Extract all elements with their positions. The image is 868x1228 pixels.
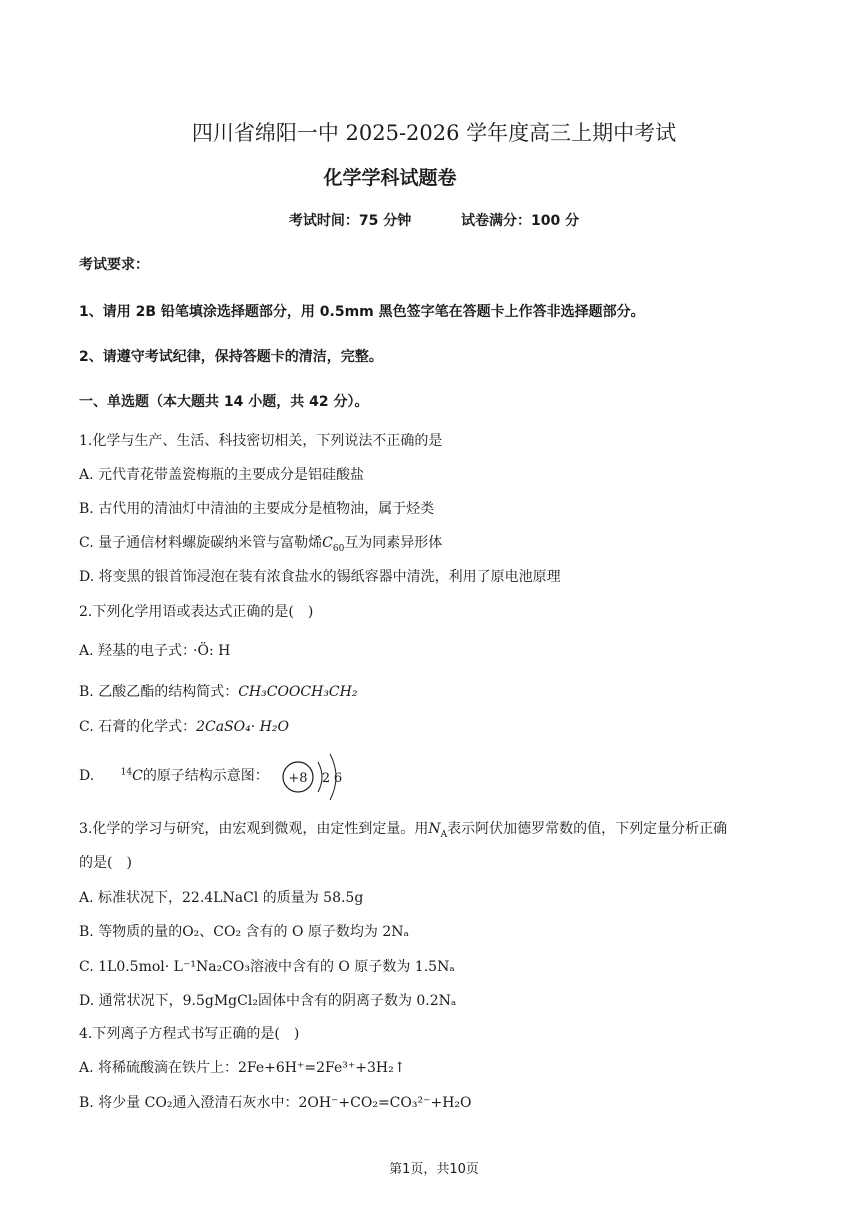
q2-c-label: C. 石膏的化学式： <box>79 719 197 735</box>
q4-option-b: B. 将少量 CO₂通入澄清石灰水中：2OH⁻+CO₂=CO₃²⁻+H₂O <box>79 1095 472 1111</box>
q2-stem: 2.下列化学用语或表达式正确的是( ) <box>79 604 314 620</box>
q4-stem: 4.下列离子方程式书写正确的是( ) <box>79 1026 300 1042</box>
q3-option-a: A. 标准状况下，22.4LNaCl 的质量为 58.5g <box>79 890 364 906</box>
q2-b-formula: CH₃COOCH₃CH₂ <box>238 684 358 700</box>
q3-stem-part1: 3.化学的学习与研究，由宏观到微观，由定性到定量。用 <box>79 821 429 837</box>
q1-option-d: D. 将变黑的银首饰浸泡在装有浓食盐水的锡纸容器中清洗，利用了原电池原理 <box>79 569 561 585</box>
q2-d-iso: 14 <box>120 767 133 778</box>
q1-c-sub: 60 <box>332 543 345 554</box>
q1-stem: 1.化学与生产、生活、科技密切相关，下列说法不正确的是 <box>79 433 443 449</box>
requirement-2: 2、请遵守考试纪律，保持答题卡的清洁，完整。 <box>79 349 383 365</box>
q3-stem-line1 <box>79 819 727 839</box>
q1-option-c <box>79 533 442 553</box>
q1-c-post: 互为同素异形体 <box>344 535 443 551</box>
q2-option-b <box>79 682 357 702</box>
exam-title: 四川省绵阳一中 2025-2026 学年度高三上期中考试 <box>191 121 677 145</box>
section-heading: 一、单选题（本大题共 14 小题，共 42 分）。 <box>79 394 369 410</box>
page-footer: 第1页，共10页 <box>389 1162 479 1177</box>
q2-c-formula: 2CaSO₄· H₂O <box>196 719 289 735</box>
atom-structure-diagram <box>280 750 350 804</box>
atom-nucleus-label: +8 <box>288 771 308 786</box>
q1-option-b: B. 古代用的清油灯中清油的主要成分是植物油，属于烃类 <box>79 501 435 517</box>
q2-d-label: D. <box>79 768 95 784</box>
q2-option-d <box>79 766 269 786</box>
exam-subtitle: 化学学科试题卷 <box>323 167 457 189</box>
q3-na: N <box>428 821 441 837</box>
q3-stem-line2: 的是( ) <box>79 855 132 871</box>
q2-d-text: 的原子结构示意图： <box>142 768 269 784</box>
q2-b-label: B. 乙酸乙酯的结构简式： <box>79 684 239 700</box>
q2-a-label: A. 羟基的电子式： <box>79 643 190 659</box>
q2-option-c <box>79 717 289 737</box>
requirement-1: 1、请用 2B 铅笔填涂选择题部分，用 0.5mm 黑色签字笔在答题卡上作答非选择题部分。 <box>79 304 645 320</box>
exam-info <box>0 210 868 230</box>
q4-option-a: A. 将稀硫酸滴在铁片上：2Fe+6H⁺=2Fe³⁺+3H₂↑ <box>79 1060 406 1076</box>
q2-option-a <box>79 641 230 661</box>
q3-na-sub: A <box>440 829 448 840</box>
q1-option-a: A. 元代青花带盖瓷梅瓶的主要成分是铝硅酸盐 <box>79 467 365 483</box>
q1-c-pre: C. 量子通信材料螺旋碳纳米管与富勒烯 <box>79 535 323 551</box>
q1-c-formula: C <box>322 535 333 551</box>
q2-d-element: C <box>132 768 143 784</box>
q3-option-c: C. 1L0.5mol· L⁻¹Na₂CO₃溶液中含有的 O 原子数为 1.5Nₐ <box>79 959 455 975</box>
q2-a-formula: ·Ö: H <box>193 643 231 659</box>
atom-shell-2-count: 6 <box>333 771 343 786</box>
exam-time: 考试时间：75 分钟 <box>288 213 412 229</box>
q3-option-d: D. 通常状况下，9.5gMgCl₂固体中含有的阴离子数为 0.2Nₐ <box>79 993 457 1009</box>
atom-shell-1-count: 2 <box>321 771 331 786</box>
q3-option-b: B. 等物质的量的O₂、CO₂ 含有的 O 原子数均为 2Nₐ <box>79 924 409 940</box>
requirements-heading: 考试要求： <box>79 257 149 273</box>
q3-stem-part2: 表示阿伏加德罗常数的值，下列定量分析正确 <box>447 821 728 837</box>
full-score: 试卷满分：100 分 <box>461 213 580 229</box>
